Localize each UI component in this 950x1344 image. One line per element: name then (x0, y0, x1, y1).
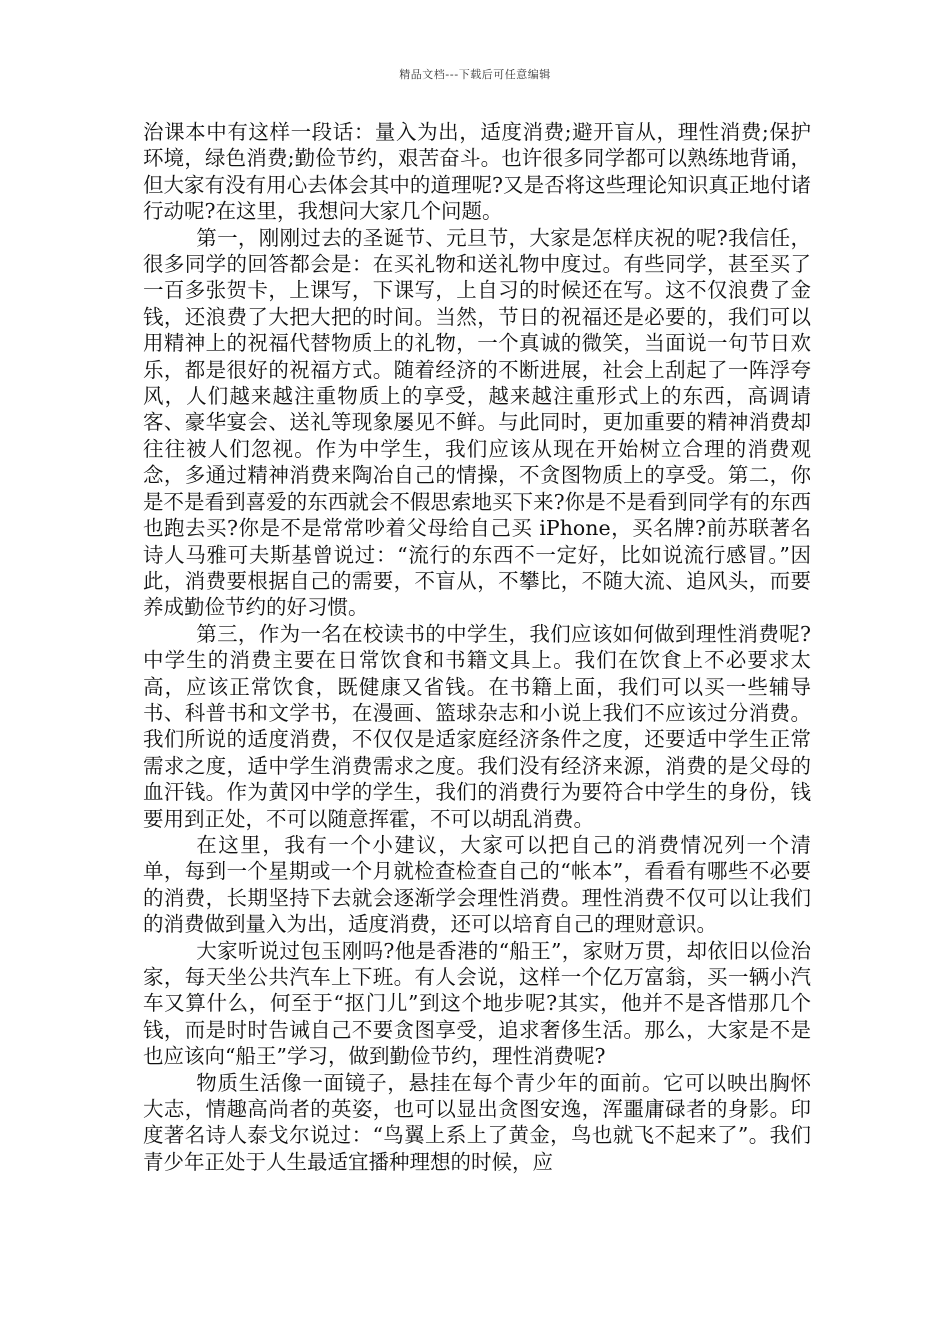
page-header: 精品文档---下载后可任意编辑 (399, 68, 551, 81)
paragraph-third: 第三，作为一名在校读书的中学生，我们应该如何做到理性消费呢?中学生的消费主要在日常饮食和书籍文具上。我们在饮食上不必要求太高，应该正常饮食，既健康又省钱。在书籍上面，我们可以买一些辅导书、科普书和文学书，在漫画、篮球杂志和小说上我们不应该过分消费。我们所说的适度消费，不仅仅是适家庭经济条件之度，还要适中学生正常需求之度，适中学生消费需求之度。我们没有经济来源，消费的是父母的血汗钱。作为黄冈中学的学生，我们的消费行为要符合中学生的身份，钱要用到正处，不可以随意挥霍，不可以胡乱消费。 (143, 621, 811, 831)
paragraph-mirror: 物质生活像一面镜子，悬挂在每个青少年的面前。它可以映出胸怀大志，情趣高尚者的英姿，也可以显出贪图安逸，浑噩庸碌者的身影。印度著名诗人泰戈尔说过：“鸟翼上系上了黄金，鸟也就飞不起来了”。我们青少年正处于人生最适宜播种理想的时候，应 (143, 1070, 811, 1174)
paragraph-suggestion: 在这里，我有一个小建议，大家可以把自己的消费情况列一个清单，每到一个星期或一个月就检查检查自己的“帐本”，看看有哪些不必要的消费，长期坚持下去就会逐渐学会理性消费。理性消费不仅可以让我们的消费做到量入为出，适度消费，还可以培育自己的理财意识。 (143, 832, 811, 937)
document-body (143, 119, 811, 1175)
paragraph-intro: 治课本中有这样一段话：量入为出，适度消费;避开盲从，理性消费;保护环境，绿色消费;勤俭节约，艰苦奋斗。也许很多同学都可以熟练地背诵，但大家有没有用心去体会其中的道理呢?又是否将这些理论知识真正地付诸行动呢?在这里，我想问大家几个问题。 (143, 120, 811, 224)
paragraph-shipping-king: 大家听说过包玉刚吗?他是香港的“船王”，家财万贯，却依旧以俭治家，每天坐公共汽车上下班。有人会说，这样一个亿万富翁，买一辆小汽车又算什么，何至于“抠门儿”到这个地步呢?其实，他并不是吝惜那几个钱，而是时时告诫自己不要贪图享受，追求奢侈生活。那么，大家是不是也应该向“船王”学习，做到勤俭节约，理性消费呢? (143, 938, 811, 1069)
paragraph-first-second: 第一，刚刚过去的圣诞节、元旦节，大家是怎样庆祝的呢?我信任，很多同学的回答都会是：在买礼物和送礼物中度过。有些同学，甚至买了一百多张贺卡，上课写，下课写，上自习的时候还在写。这不仅浪费了金钱，还浪费了大把大把的时间。当然，节日的祝福还是必要的，我们可以用精神上的祝福代替物质上的礼物，一个真诚的微笑，当面说一句节日欢乐，都是很好的祝福方式。随着经济的不断进展，社会上刮起了一阵浮夸风，人们越来越注重物质上的享受，越来越注重形式上的东西，高调请客、豪华宴会、送礼等现象屡见不鲜。与此同时，更加重要的精神消费却往往被人们忽视。作为中学生，我们应该从现在开始树立合理的消费观念，多通过精神消费来陶冶自己的情操，不贪图物质上的享受。第二，你是不是看到喜爱的东西就会不假思索地买下来?你是不是看到同学有的东西也跑去买?你是不是常常吵着父母给自己买 iPhone，买名牌?前苏联著名诗人马雅可夫斯基曾说过：“流行的东西不一定好，比如说流行感冒。”因此，消费要根据自己的需要，不盲从，不攀比，不随大流、追风头，而要养成勤俭节约的好习惯。 (143, 225, 811, 620)
